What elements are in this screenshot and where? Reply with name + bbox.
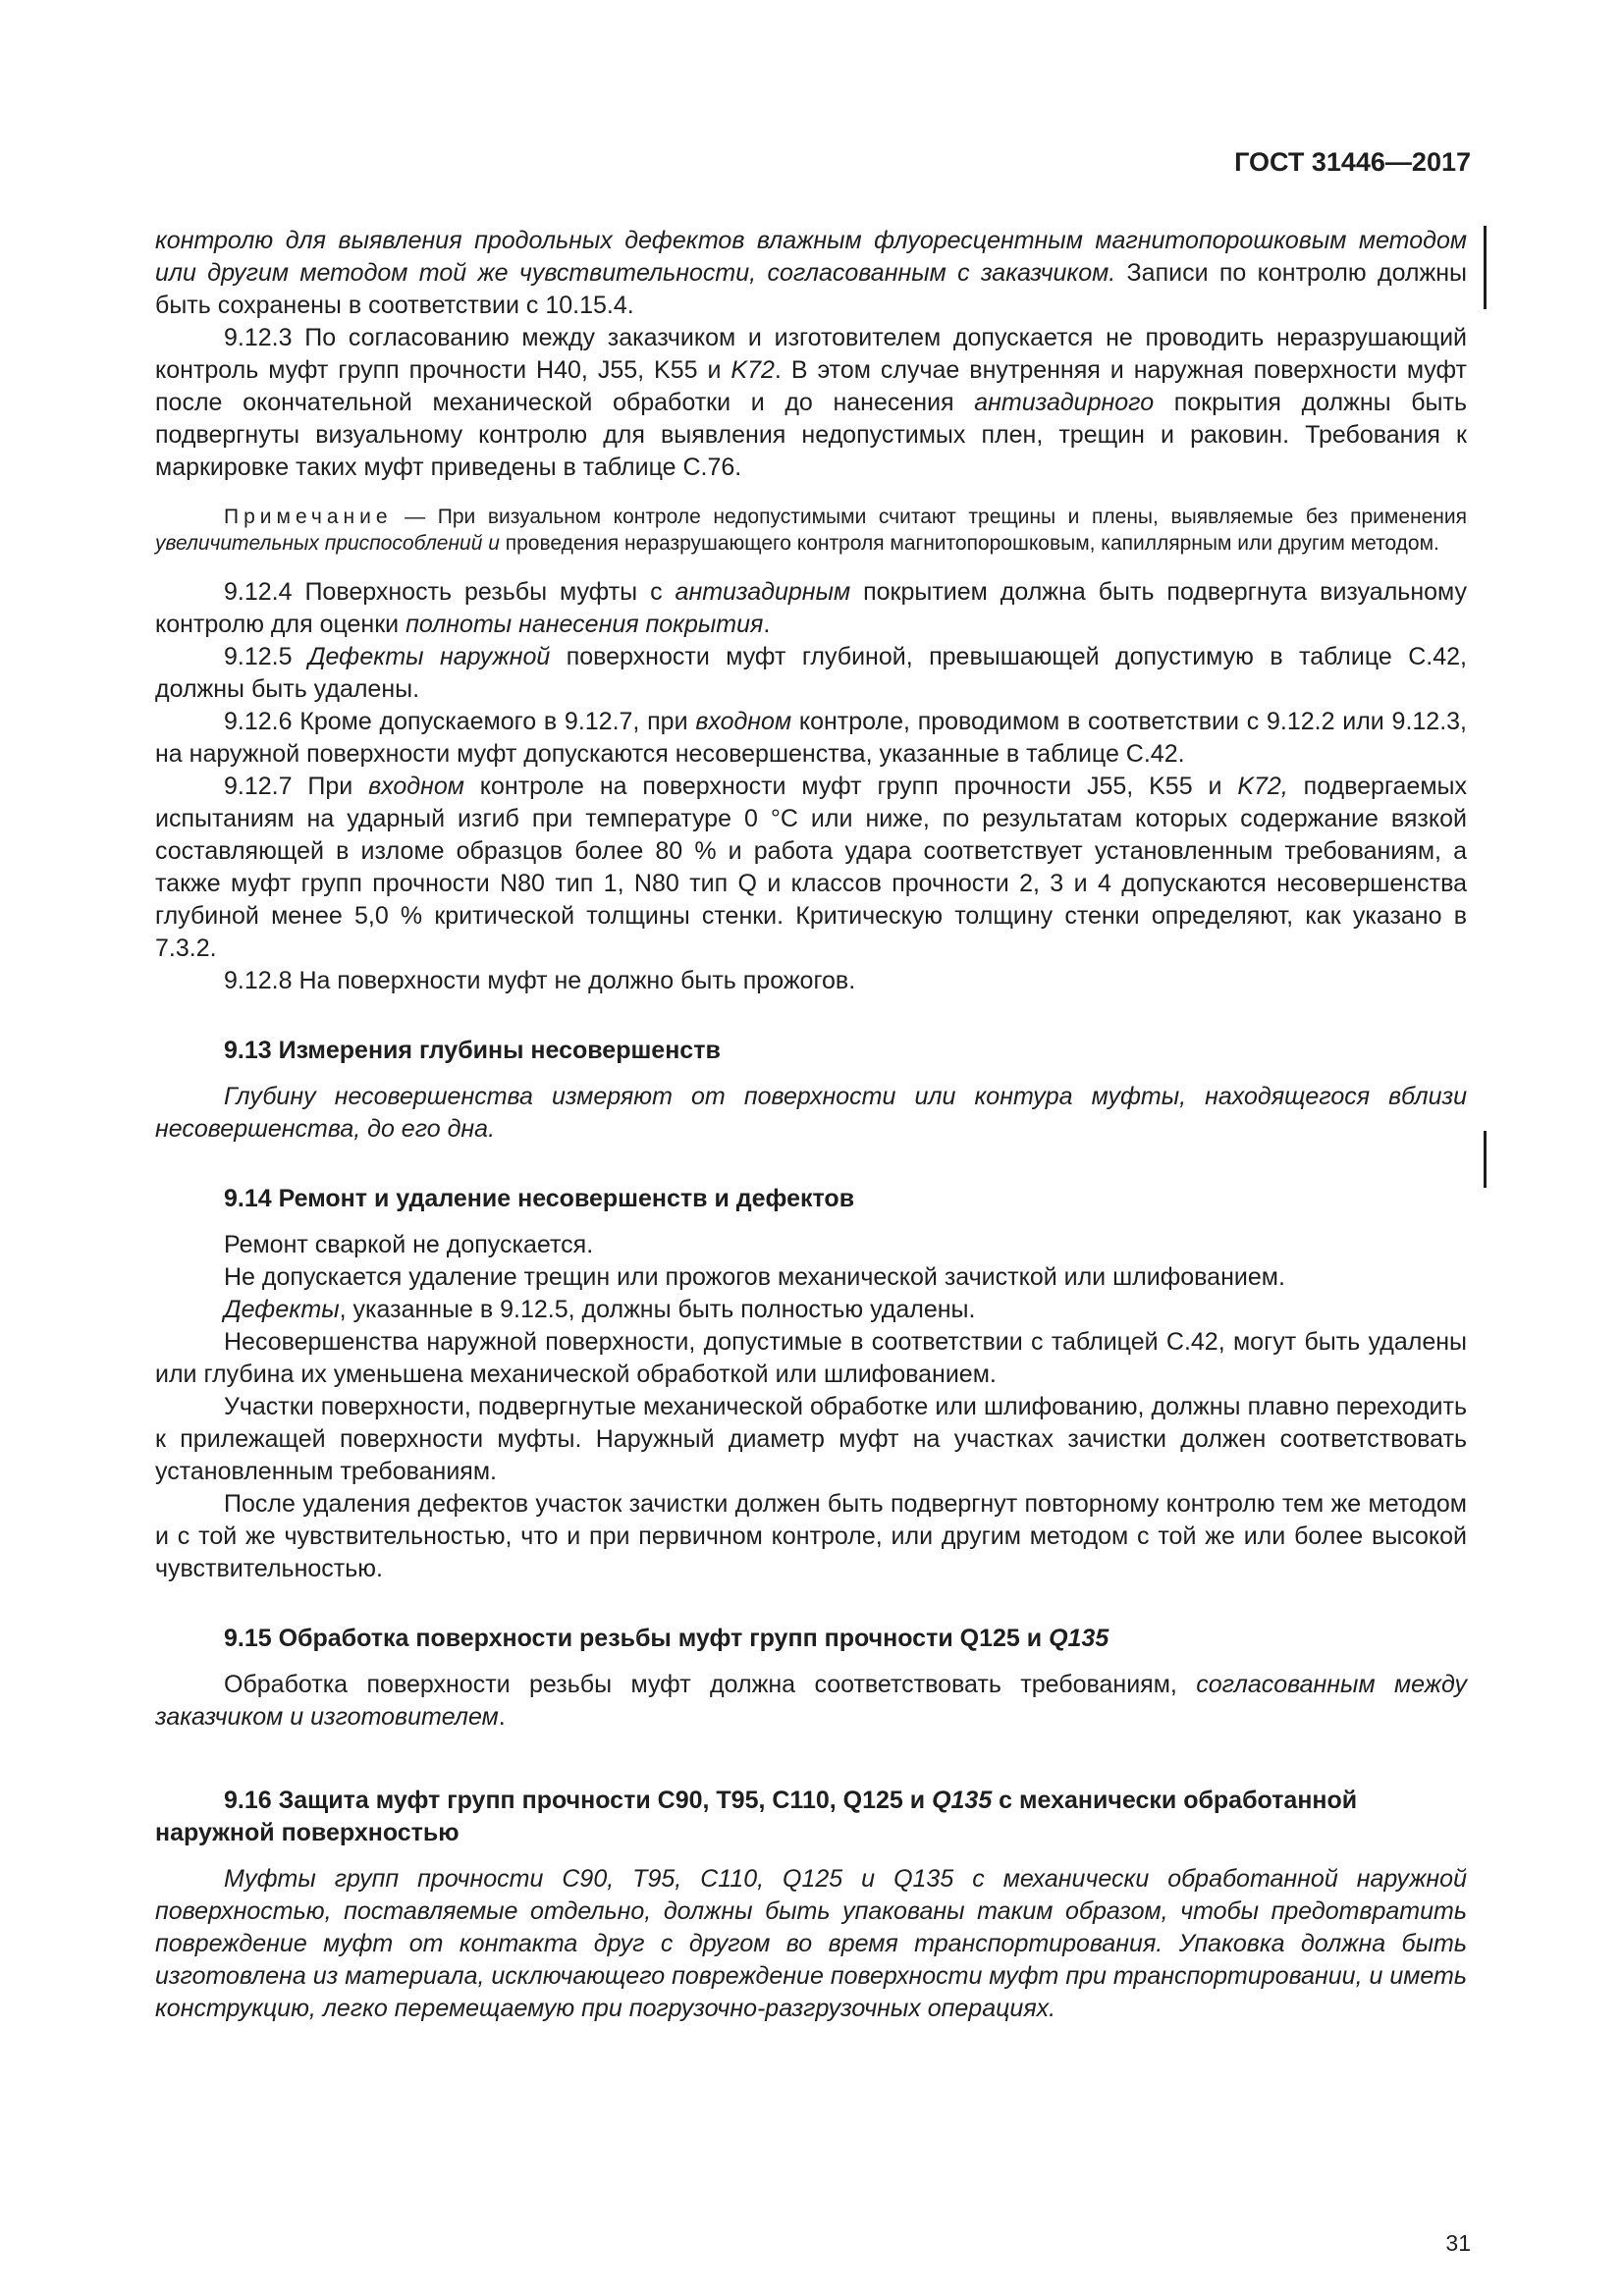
section-heading — [155, 1785, 1467, 1849]
italic-text: входном — [368, 773, 464, 800]
paragraph — [155, 322, 1467, 484]
italic-text: Глубину несовершенства измеряют от поверхности или контура муфты, находящегося вблизи несовершенства, до его дна. — [155, 1083, 1467, 1143]
document-header: ГОСТ 31446—2017 — [1234, 147, 1471, 177]
paragraph — [155, 1863, 1467, 2025]
paragraph — [155, 706, 1467, 771]
text-run: контроле, проводимом в соответствии с 9.12.2 или 9.12.3, на наружной поверхности муфт допускаются несовершенства, указанные в таблице С.42. — [155, 708, 1467, 768]
paragraph — [155, 1229, 1467, 1261]
paragraph — [155, 965, 1467, 997]
text-run: 9.12.5 — [224, 643, 308, 670]
text-run: проведения неразрушающего контроля магнитопорошковым, капиллярным или другим методом. — [499, 532, 1439, 555]
italic-text: K72, — [1237, 773, 1288, 800]
paragraph — [155, 1294, 1467, 1326]
text-run: — При визуальном контроле недопустимыми считают трещины и плены, выявляемые без применения — [392, 506, 1467, 528]
italic-text: контролю для выявления продольных дефектов влажным флуоресцентным магнитопорошковым методом или другим методом той же чувствительности, согласованным с заказчиком. — [155, 227, 1467, 287]
paragraph — [155, 771, 1467, 965]
section-heading — [155, 1035, 1467, 1067]
italic-text: Муфты групп прочности С90, Т95, С110, Q125 и Q135 с механически обработанной наружной поверхностью, поставляемые отдельно, должны быть упакованы таким образом, чтобы предотвратить повреждение муфт от контакта друг с другом во время транспортирования. Упаковка должна быть изготовлена из материала, исключающего повреждение поверхности муфт при транспортировании, и иметь конструкцию, легко перемещаемую при погрузочно-разгрузочных операциях. — [155, 1865, 1467, 2022]
text-run: 9.12.7 При — [224, 773, 369, 800]
paragraph — [155, 1669, 1467, 1734]
italic-text: согласованным между заказчиком и изготовителем — [155, 1671, 1467, 1731]
paragraph — [155, 641, 1467, 706]
italic-text: Дефекты — [224, 1296, 340, 1323]
text-run: Примечание — [224, 506, 393, 528]
text-run: поверхности муфт глубиной, превышающей допустимую в таблице С.42, должны быть удалены. — [155, 643, 1467, 703]
paragraph — [155, 1488, 1467, 1585]
paragraph — [155, 1261, 1467, 1294]
text-run: 9.13 Измерения глубины несовершенств — [224, 1037, 721, 1064]
text-run: . В этом случае внутренняя и наружная поверхности муфт после окончательной механической обработки и до нанесения — [155, 356, 1467, 416]
italic-text: полноты нанесения покрытия — [406, 611, 764, 638]
section-heading — [155, 1623, 1467, 1655]
text-run: контроле на поверхности муфт групп прочности J55, K55 и — [463, 773, 1238, 800]
document-body — [155, 225, 1467, 2025]
text-run: 9.14 Ремонт и удаление несовершенств и дефектов — [224, 1185, 855, 1212]
text-run: Обработка поверхности резьбы муфт должна соответствовать требованиям, — [224, 1671, 1197, 1698]
text-run: Ремонт сваркой не допускается. — [224, 1231, 594, 1258]
note-paragraph — [155, 504, 1467, 557]
italic-text: Q135 — [1049, 1625, 1109, 1652]
paragraph — [155, 225, 1467, 322]
text-run: Участки поверхности, подвергнутые механической обработке или шлифованию, должны плавно переходить к прилежащей поверхности муфты. Наружный диаметр муфт на участках зачистки должен соответствовать установленным требованиям. — [155, 1393, 1467, 1485]
paragraph — [155, 1391, 1467, 1488]
change-bar — [1484, 226, 1487, 309]
italic-text: антизадирным — [675, 578, 851, 606]
text-run: 9.12.4 Поверхность резьбы муфты с — [224, 578, 676, 606]
paragraph — [155, 1081, 1467, 1146]
italic-text: входном — [695, 708, 792, 735]
text-run: После удаления дефектов участок зачистки должен быть подвергнут повторному контролю тем же методом и с той же чувствительностью, что и при первичном контроле, или другим методом с той же или более высокой чувствительностью. — [155, 1490, 1467, 1582]
italic-text: увеличительных приспособлений и — [155, 532, 500, 555]
text-run: , указанные в 9.12.5, должны быть полностью удалены. — [339, 1296, 976, 1323]
paragraph — [155, 1326, 1467, 1391]
text-run: . — [498, 1703, 506, 1731]
italic-text: Q135 — [932, 1787, 993, 1814]
text-run: 9.12.8 На поверхности муфт не должно быть прожогов. — [224, 967, 856, 994]
italic-text: Дефекты наружной — [307, 643, 551, 670]
text-run: Записи по контролю должны быть сохранены в соответствии с 10.15.4. — [155, 259, 1468, 319]
text-run: 9.12.6 Кроме допускаемого в 9.12.7, при — [224, 708, 696, 735]
italic-text: K72 — [730, 356, 775, 384]
text-run: 9.12.3 По согласованию между заказчиком и изготовителем допускается не проводить неразрушающий контроль муфт групп прочности Н40, J55, K55 и — [155, 324, 1467, 384]
text-run: Не допускается удаление трещин или прожогов механической зачисткой или шлифованием. — [224, 1263, 1285, 1291]
text-run: Несовершенства наружной поверхности, допустимые в соответствии с таблицей С.42, могут быть удалены или глубина их уменьшена механической обработкой или шлифованием. — [155, 1328, 1467, 1388]
text-run: покрытия должны быть подвергнуты визуальному контролю для выявления недопустимых плен, трещин и раковин. Требования к маркировке таких муфт приведены в таблице С.76. — [155, 389, 1467, 481]
text-run: подвергаемых испытаниям на ударный изгиб при температуре 0 °С или ниже, по результатам которых содержание вязкой составляющей в изломе образцов более 80 % и работа удара соответствует установленным требованиям, а также муфт групп прочности N80 тип 1, N80 тип Q и классов прочности 2, 3 и 4 допускаются несовершенства глубиной менее 5,0 % критической толщины стенки. Критическую толщину стенки определяют, как указано в 7.3.2. — [155, 773, 1467, 962]
italic-text: антизадирного — [974, 389, 1155, 416]
page-number: 31 — [1445, 2230, 1471, 2256]
text-run: 9.16 Защита муфт групп прочности С90, Т95, С110, Q125 и — [224, 1787, 933, 1814]
paragraph — [155, 576, 1467, 641]
section-heading — [155, 1183, 1467, 1215]
change-bar — [1484, 1131, 1487, 1188]
text-run: 9.15 Обработка поверхности резьбы муфт групп прочности Q125 и — [224, 1625, 1050, 1652]
text-run: . — [763, 611, 771, 638]
text-run: с механически обработанной наружной поверхностью — [155, 1787, 1358, 1846]
text-run: покрытием должна быть подвергнута визуальному контролю для оценки — [155, 578, 1468, 638]
